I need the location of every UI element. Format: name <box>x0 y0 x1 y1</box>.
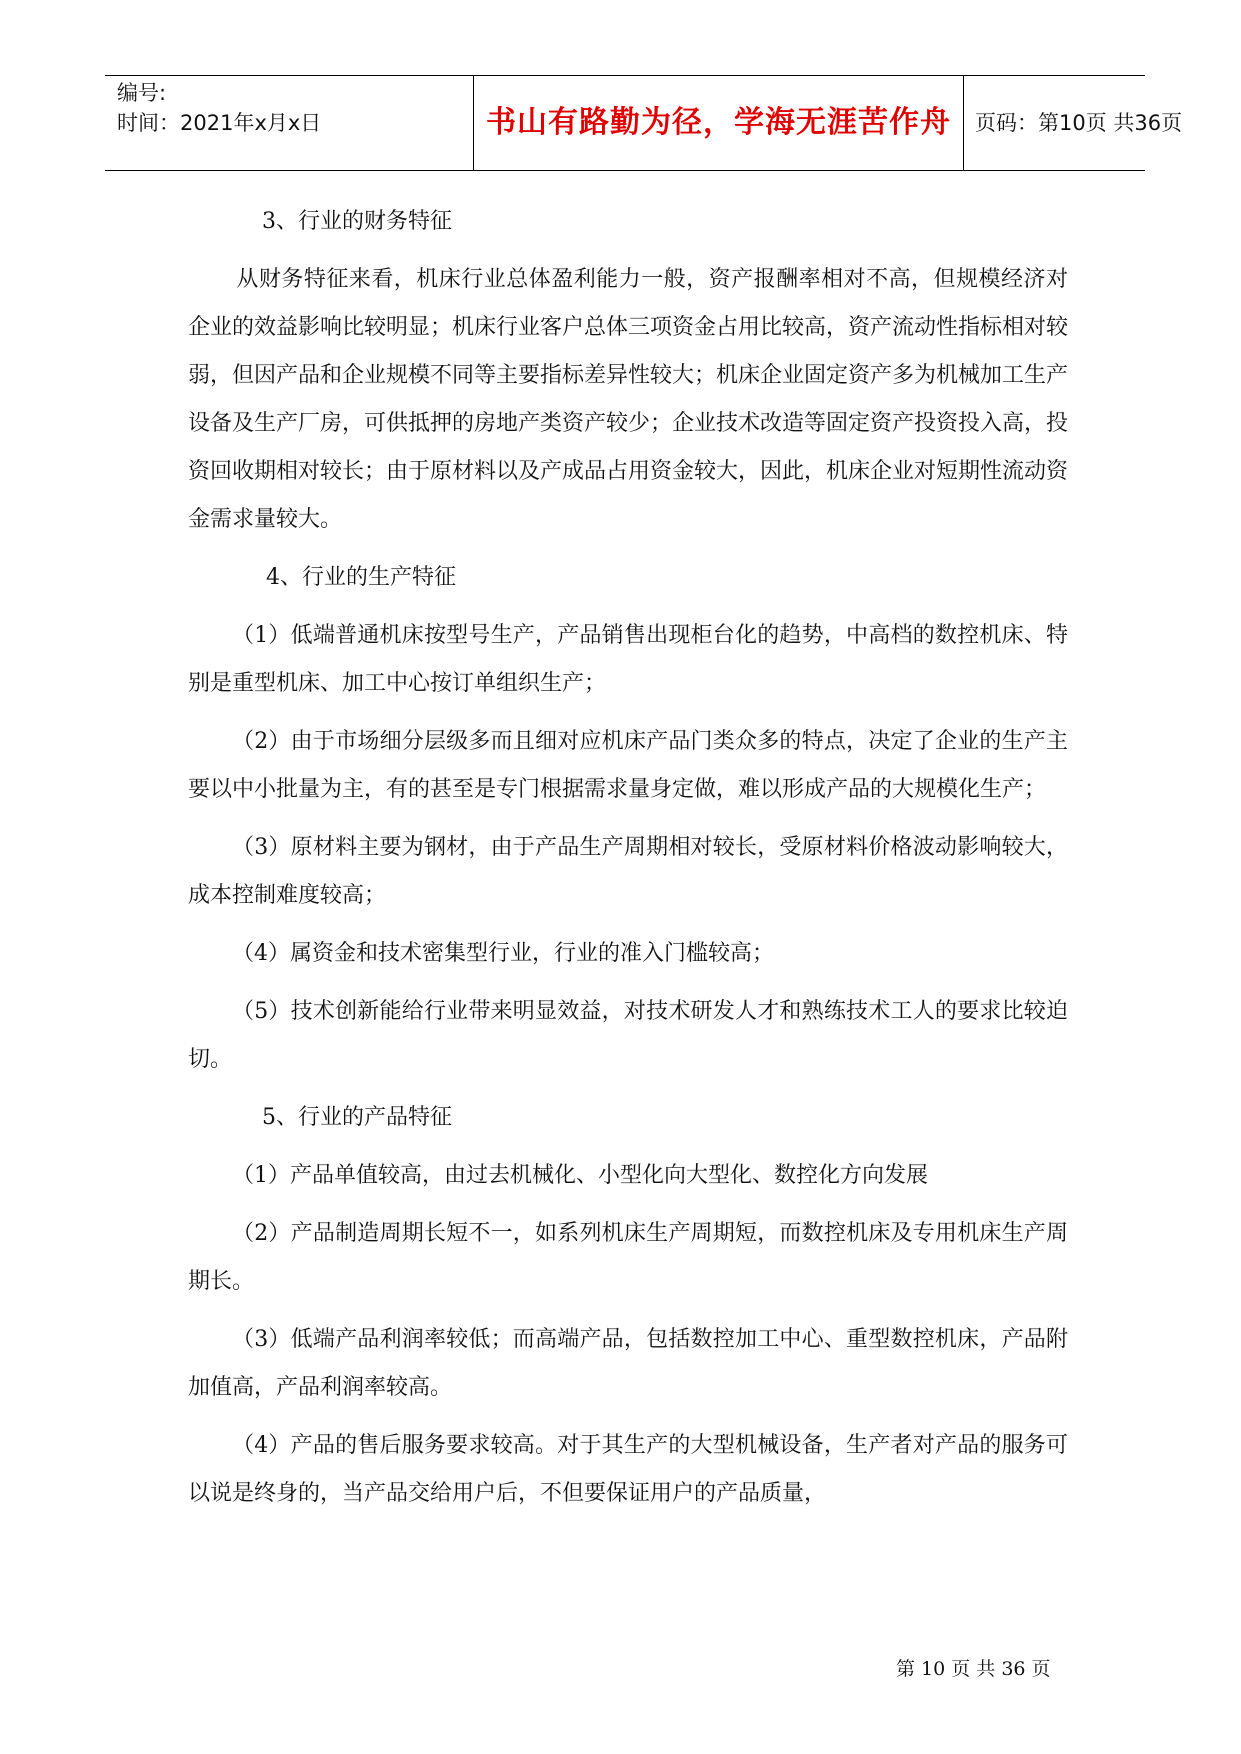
paragraph: （4）属资金和技术密集型行业，行业的准入门槛较高； <box>232 941 774 966</box>
section-heading: 5、行业的产品特征 <box>262 1105 452 1130</box>
header-page-info: 页码：第10页 共36页 <box>975 111 1183 135</box>
document-time-label: 时间：2021年x月x日 <box>117 111 322 135</box>
paragraph: （5）技术创新能给行业带来明显效益，对技术研发人才和熟练技术工人的要求比较迫切。 <box>188 999 1068 1072</box>
paragraph: （4）产品的售后服务要求较高。对于其生产的大型机械设备，生产者对产品的服务可以说是终身的，当产品交给用户后，不但要保证用户的产品质量， <box>188 1433 1068 1506</box>
section-heading: 4、行业的生产特征 <box>266 565 456 590</box>
section-product <box>188 1094 1068 1518</box>
section-financial <box>188 198 1068 544</box>
header-divider <box>963 76 964 170</box>
section-production <box>188 554 1068 1084</box>
paragraph: （2）产品制造周期长短不一，如系列机床生产周期短，而数控机床及专用机床生产周期长。 <box>188 1221 1068 1294</box>
document-number-label: 编号: <box>117 81 167 105</box>
paragraph: （1）低端普通机床按型号生产，产品销售出现柜台化的趋势，中高档的数控机床、特别是重型机床、加工中心按订单组织生产； <box>188 623 1068 696</box>
paragraph: （1）产品单值较高，由过去机械化、小型化向大型化、数控化方向发展 <box>232 1163 928 1188</box>
paragraph: （3）低端产品利润率较低；而高端产品，包括数控加工中心、重型数控机床，产品附加值高，产品利润率较高。 <box>188 1327 1068 1400</box>
header-meta <box>117 78 472 138</box>
paragraph: （2）由于市场细分层级多而且细对应机床产品门类众多的特点，决定了企业的生产主要以中小批量为主，有的甚至是专门根据需求量身定做，难以形成产品的大规模化生产； <box>188 729 1068 802</box>
page-header <box>105 75 1183 171</box>
header-motto: 书山有路勤为径，学海无涯苦作舟 <box>486 105 951 140</box>
document-body <box>188 198 1068 1528</box>
paragraph: （3）原材料主要为钢材，由于产品生产周期相对较长，受原材料价格波动影响较大，成本控制难度较高； <box>188 835 1068 908</box>
page-footer-number: 第 10 页 共 36 页 <box>896 1658 1051 1680</box>
paragraph: 从财务特征来看，机床行业总体盈利能力一般，资产报酬率相对不高，但规模经济对企业的效益影响比较明显；机床行业客户总体三项资金占用比较高，资产流动性指标相对较弱，但因产品和企业规模不同等主要指标差异性较大；机床企业固定资产多为机械加工生产设备及生产厂房，可供抵押的房地产类资产较少；企业技术改造等固定资产投资投入高，投资回收期相对较长；由于原材料以及产成品占用资金较大，因此，机床企业对短期性流动资金需求量较大。 <box>188 267 1069 532</box>
section-heading: 3、行业的财务特征 <box>262 209 452 234</box>
